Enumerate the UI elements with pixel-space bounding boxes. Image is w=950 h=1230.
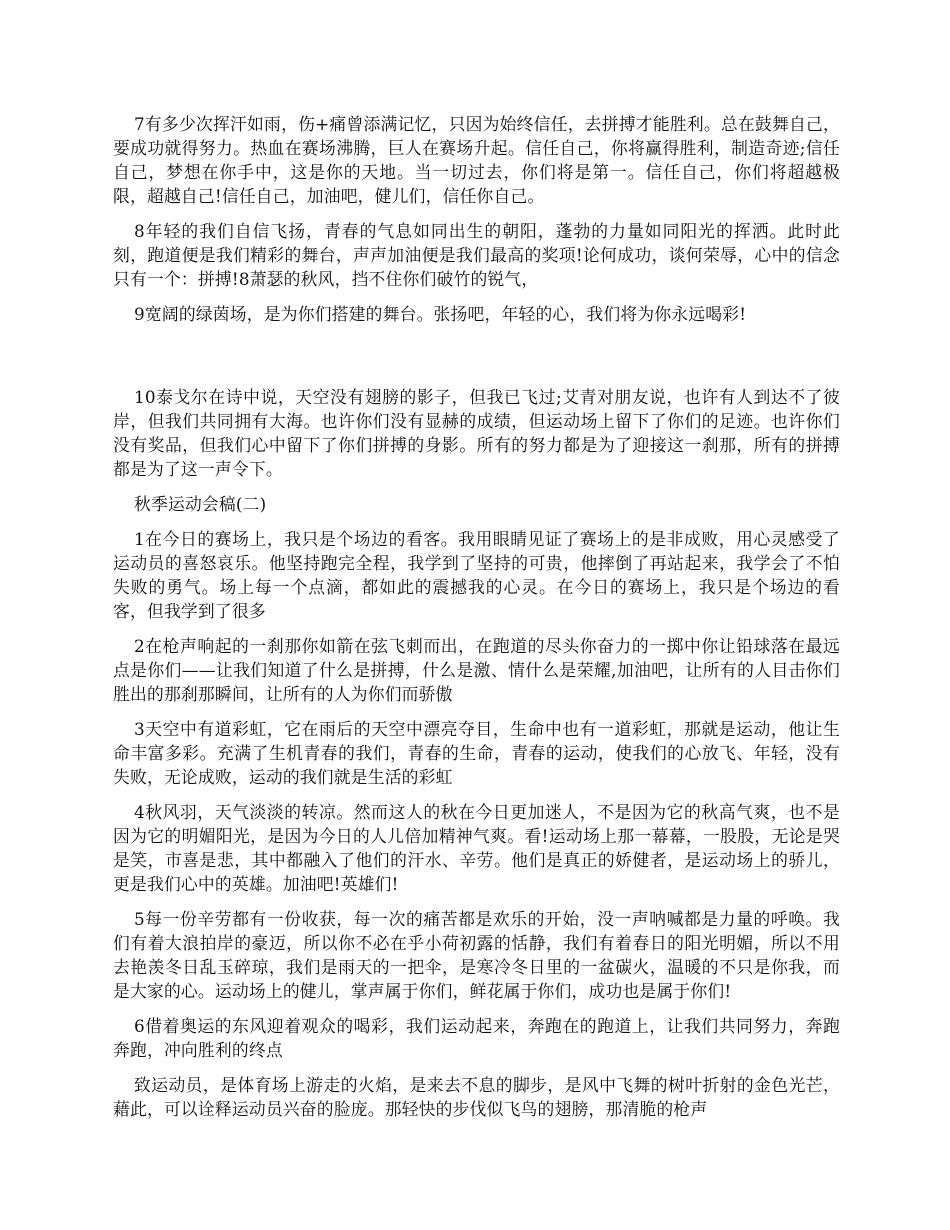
- paragraph-athletes: 致运动员，是体育场上游走的火焰，是来去不息的脚步，是风中飞舞的树叶折射的金色光芒，藉此，可以诠释运动员兴奋的脸庞。那轻快的步伐似飞鸟的翅膀，那清脆的枪声: [113, 1075, 840, 1119]
- paragraph-6: 6借着奥运的东风迎着观众的喝彩，我们运动起来，奔跑在的跑道上，让我们共同努力，奔跑奔跑，冲向胜利的终点: [113, 1016, 840, 1060]
- paragraph-9: 9宽阔的绿茵场，是为你们搭建的舞台。张扬吧，年轻的心，我们将为你永远喝彩!: [134, 304, 747, 324]
- section-heading: 秋季运动会稿(二): [134, 494, 267, 514]
- paragraph-1: 1在今日的赛场上，我只是个场边的看客。我用眼睛见证了赛场上的是非成败，用心灵感受了运动员的喜怒哀乐。他坚持跑完全程，我学到了坚持的可贵，他摔倒了再站起来，我学会了不怕失败的勇气。场上每一个点滴，都如此的震撼我的心灵。在今日的赛场上，我只是个场边的看客，但我学到了很多: [113, 529, 840, 621]
- paragraph-7: 7有多少次挥汗如雨，伤+痛曾添满记忆，只因为始终信任，去拼搏才能胜利。总在鼓舞自己，要成功就得努力。热血在赛场沸腾，巨人在赛场升起。信任自己，你将赢得胜利，制造奇迹;信任自己，梦想在你手中，这是你的天地。当一切过去，你们将是第一。信任自己，你们将超越极限，超越自己!信任自己，加油吧，健儿们，信任你自己。: [113, 114, 840, 206]
- paragraph-3: 3天空中有道彩虹，它在雨后的天空中漂亮夺目，生命中也有一道彩虹，那就是运动，他让生命丰富多彩。充满了生机青春的我们，青春的生命，青春的运动，使我们的心放飞、年轻，没有失败，无论成败，运动的我们就是生活的彩虹: [113, 719, 840, 787]
- paragraph-8: 8年轻的我们自信飞扬，青春的气息如同出生的朝阳，蓬勃的力量如同阳光的挥洒。此时此刻，跑道便是我们精彩的舞台，声声加油便是我们最高的奖项!论何成功，谈何荣辱，心中的信念只有一个：拼搏!8萧瑟的秋风，挡不住你们破竹的锐气，: [113, 221, 840, 289]
- paragraph-2: 2在枪声响起的一刹那你如箭在弦飞刺而出，在跑道的尽头你奋力的一掷中你让铅球落在最远点是你们——让我们知道了什么是拼搏，什么是激、情什么是荣耀,加油吧，让所有的人目击你们胜出的那刹那瞬间，让所有的人为你们而骄傲: [113, 636, 840, 704]
- paragraph-4: 4秋风羽，天气淡淡的转凉。然而这人的秋在今日更加迷人，不是因为它的秋高气爽，也不是因为它的明媚阳光，是因为今日的人儿倍加精神气爽。看!运动场上那一幕幕，一股股，无论是哭是笑，市喜是悲，其中都融入了他们的汗水、辛劳。他们是真正的娇健者，是运动场上的骄儿，更是我们心中的英雄。加油吧!英雄们!: [113, 802, 840, 894]
- paragraph-10: 10泰戈尔在诗中说，天空没有翅膀的影子，但我已飞过;艾青对朋友说，也许有人到达不了彼岸，但我们共同拥有大海。也许你们没有显赫的成绩，但运动场上留下了你们的足迹。也许你们没有奖品，但我们心中留下了你们拼搏的身影。所有的努力都是为了迎接这一刹那，所有的拼搏都是为了这一声令下。: [113, 387, 840, 479]
- document-page: [113, 112, 840, 1121]
- paragraph-5: 5每一份辛劳都有一份收获，每一次的痛苦都是欢乐的开始，没一声呐喊都是力量的呼唤。我们有着大浪拍岸的豪迈，所以你不必在乎小荷初露的恬静，我们有着春日的阳光明媚，所以不用去艳羡冬日乱玉碎琼，我们是雨天的一把伞，是寒冷冬日里的一盆碳火，温暖的不只是你我，而是大家的心。运动场上的健儿，掌声属于你们，鲜花属于你们，成功也是属于你们!: [113, 909, 840, 1001]
